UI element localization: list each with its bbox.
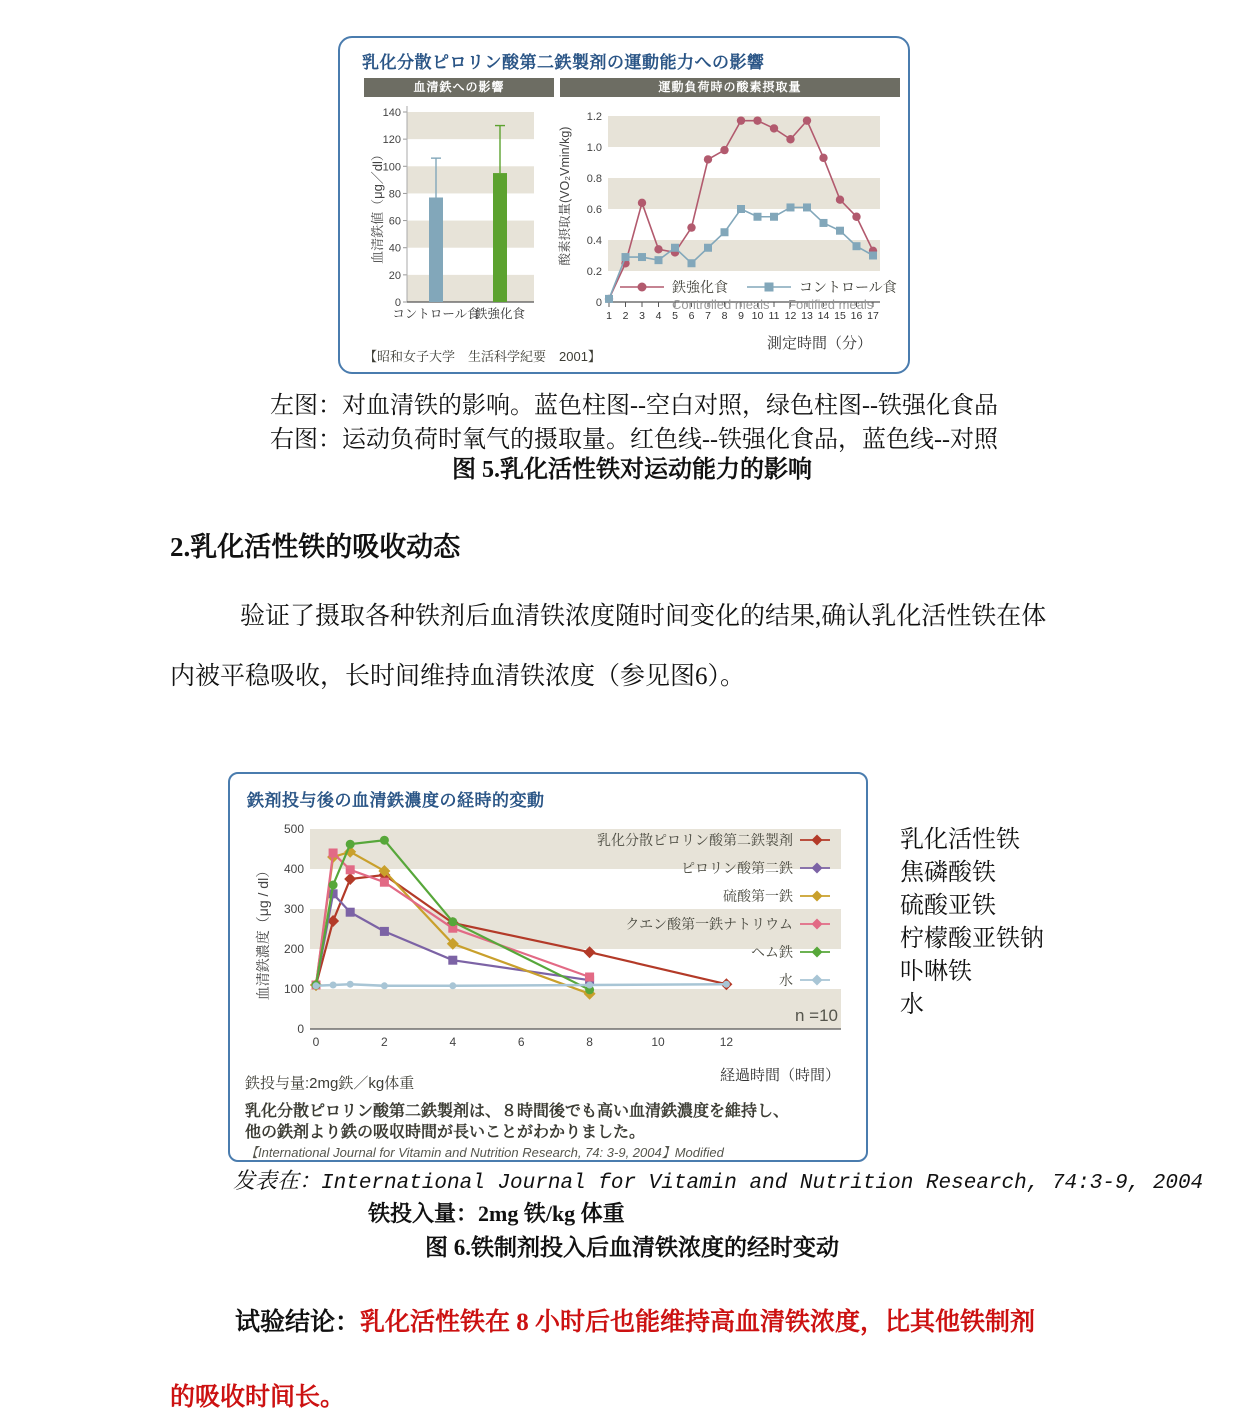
bar [493,173,507,302]
tick-label: 12 [719,1035,734,1049]
data-point [622,253,630,261]
tick-label: 0 [297,1022,304,1036]
data-point [380,927,389,936]
data-point [787,203,795,211]
legend-label: ヘム鉄 [751,944,793,960]
data-point [380,878,389,887]
figure5-left-y-axis-label: 血清鉄値（μg／dl） [370,148,385,264]
data-point [638,283,647,292]
category-label: 鉄強化食 [474,307,526,321]
legend-label: コントロール食 [799,279,897,295]
side-annotation: 柠檬酸亚铁钠 [900,926,1044,952]
data-point [869,252,877,260]
tick-label: 14 [817,310,830,322]
tick-label: 10 [751,310,764,322]
data-point [344,873,356,885]
conclusion-label: 试验结论： [235,1309,361,1336]
data-point [605,295,613,303]
data-point [448,956,457,965]
data-point [819,154,827,162]
tick-label: 15 [834,310,846,322]
legend-marker [620,281,664,293]
tick-label: 1.0 [586,142,602,154]
data-point [688,259,696,267]
tick-label: 9 [738,310,744,322]
legend-marker [800,834,830,846]
legend-item [480,938,830,966]
legend-item [480,826,830,854]
tick-label: 2 [622,310,629,322]
plot-band [310,989,841,1029]
tick-label: 0 [312,1035,320,1049]
data-point [803,116,811,124]
data-point [753,116,761,124]
tick-label: 4 [449,1035,457,1049]
data-point [836,227,844,235]
data-point [380,836,389,845]
figure5-box-title: 乳化分散ピロリン酸第二鉄製剤の運動能力への影響 [362,53,765,72]
data-point [812,947,823,958]
figure6-note-line1: 乳化分散ピロリン酸第二鉄製剤は、８時間後でも高い血清鉄濃度を維持し、 [245,1103,790,1120]
data-point [754,213,762,221]
figure5-right-plot [562,96,906,372]
tick-label: 1 [606,310,612,322]
plot-band [608,178,880,209]
conclusion-line1 [235,1302,1035,1338]
data-point [720,146,728,154]
conclusion-text-line1: 乳化活性铁在 8 小时后也能维持高血清铁浓度，比其他铁制剂 [360,1309,1036,1336]
paragraph-line2: 内被平稳吸收，长时间维持血清铁浓度（参见图6）。 [170,663,746,690]
legend-label: ピロリン酸第二鉄 [681,860,793,876]
tick-label: 7 [705,310,711,322]
tick-label: 2 [381,1035,388,1049]
tick-label: 300 [283,902,304,916]
figure6-legend [480,826,830,994]
legend-label: クエン酸第一鉄ナトリウム [625,916,793,932]
tick-label: 80 [388,188,401,201]
legend-sublabel: Fortified meals [788,297,874,312]
data-point [737,205,745,213]
data-point [803,203,811,211]
tick-label: 0.6 [586,204,602,216]
data-point [765,283,774,292]
tick-label: 120 [382,134,401,147]
tick-label: 400 [283,862,304,876]
data-point [836,196,844,204]
tick-label: 140 [382,107,401,119]
legend-label: 水 [779,972,793,988]
data-point [449,982,456,989]
tick-label: 10 [651,1035,665,1049]
tick-label: 8 [586,1035,593,1049]
side-annotation: 水 [900,992,924,1018]
tick-label: 0.2 [586,266,602,278]
figure6-dose-note: 鉄投与量:2mg鉄／kg体重 [245,1075,415,1092]
figure5-caption-title: 图 5.乳化活性铁对运动能力的影响 [452,457,812,483]
tick-label: 40 [388,242,401,255]
side-annotation: 乳化活性铁 [900,827,1020,853]
category-label: コントロール食 [392,307,480,321]
figure6-box-title: 鉄剤投与後の血清鉄濃度の経時的変動 [247,791,545,810]
tick-label: 13 [801,310,813,322]
legend-label: 鉄強化食 [672,279,728,295]
figure6-caption-line1 [233,1164,1203,1195]
data-point [448,917,457,926]
legend-item [480,910,830,938]
side-annotation: 焦磷酸铁 [900,860,996,886]
tick-label: 12 [784,310,797,322]
data-point [687,223,695,231]
legend-label: 硫酸第一鉄 [723,888,793,904]
legend-item [620,280,728,294]
legend-marker [800,946,830,958]
data-point [381,982,388,989]
bar [429,198,443,303]
data-point [853,242,861,250]
data-point [313,982,320,989]
data-point [704,244,712,252]
legend-marker [800,890,830,902]
figure5-right-panel-header: 運動負荷時の酸素摂取量 [560,78,900,97]
tick-label: 60 [388,215,401,228]
figure5-source: 【昭和女子大学 生活科学紀要 2001】 [364,349,601,364]
data-point [346,908,355,917]
tick-label: 500 [283,822,304,836]
figure6-n-label: n =10 [794,1006,838,1025]
data-point [655,256,663,264]
tick-label: 3 [639,310,645,322]
data-point [329,881,338,890]
data-point [704,155,712,163]
tick-label: 17 [867,310,879,322]
legend-item [480,854,830,882]
section-heading: 2.乳化活性铁的吸收动态 [170,532,461,562]
data-point [770,124,778,132]
figure5-right-x-axis-label: 測定時間（分） [766,335,872,352]
figure5-box [338,36,910,374]
data-point [820,219,828,227]
side-annotation: 硫酸亚铁 [900,893,996,919]
data-point [330,982,337,989]
figure6-caption-journal: International Journal for Vitamin and Nutrition Research, 74:3-9, 2004 [321,1172,1204,1195]
legend-item [480,966,830,994]
data-point [812,891,823,902]
data-point [812,975,823,986]
legend-item [480,882,830,910]
figure6-citation: 【International Journal for Vitamin and Nutrition Research, 74: 3-9, 2004】Modified [245,1145,724,1160]
side-annotation: 卟啉铁 [900,959,972,985]
figure6-x-axis-label: 経過時間（時間） [719,1067,840,1084]
tick-label: 0 [595,297,602,309]
tick-label: 100 [382,161,401,174]
tick-label: 20 [388,269,401,282]
data-point [329,849,338,858]
data-point [638,253,646,261]
data-point [812,919,823,930]
figure5-left-panel-header: 血清鉄への影響 [364,78,554,97]
tick-label: 8 [721,310,728,322]
data-point [812,835,823,846]
tick-label: 4 [655,310,662,322]
data-point [812,863,823,874]
paragraph-line1: 验证了摄取各种铁剂后血清铁浓度随时间变化的结果,确认乳化活性铁在体 [240,603,1047,630]
legend-marker [800,974,830,986]
plot-band [608,240,880,271]
tick-label: 1.2 [586,111,602,123]
plot-band [407,221,534,248]
figure6-box [228,772,868,1162]
figure5-left-plot [354,96,566,372]
legend-marker [800,918,830,930]
figure6-caption-title: 图 6.铁制剂投入后血清铁浓度的经时变动 [425,1235,839,1260]
plot-band [407,275,534,302]
tick-label: 6 [688,310,695,322]
figure5-right-y-axis-label: 酸素摂取量(VO₂Vmin/kg) [558,126,572,266]
figure6-y-axis-label: 血清鉄濃度（μg / dl） [255,863,271,1001]
data-point [737,116,745,124]
tick-label: 200 [283,942,304,956]
figure6-side-annotations [900,824,1044,1022]
figure5-caption-line1: 左图：对血清铁的影响。蓝色柱图--空白对照，绿色柱图--铁强化食品 [270,393,998,419]
tick-label: 100 [283,982,304,996]
plot-band [407,112,534,139]
data-point [671,244,679,252]
legend-label: 乳化分散ピロリン酸第二鉄製剤 [597,832,793,848]
data-point [852,213,860,221]
tick-label: 11 [768,310,780,322]
figure5-caption-line2: 右图：运动负荷时氧气的摄取量。红色线--铁强化食品，蓝色线--对照 [270,427,998,453]
tick-label: 5 [672,310,678,322]
data-point [770,213,778,221]
figure6-note-line2: 他の鉄剤より鉄の吸収時間が長いことがわかりました。 [245,1124,646,1141]
tick-label: 0 [394,297,401,309]
tick-label: 0.4 [586,235,602,247]
data-point [346,840,355,849]
figure6-caption-line2: 铁投入量：2mg 铁/kg 体重 [368,1201,625,1226]
data-point [638,199,646,207]
legend-marker [747,281,791,293]
legend-item [747,280,897,294]
legend-marker [800,862,830,874]
data-point [346,865,355,874]
data-point [654,245,662,253]
conclusion-line2: 的吸收时间长。 [170,1384,346,1411]
tick-label: 0.8 [586,173,602,185]
plot-band [407,166,534,193]
figure6-caption-prefix: 发表在： [233,1168,322,1193]
data-point [347,981,354,988]
data-point [786,135,794,143]
data-point [721,228,729,236]
tick-label: 6 [517,1035,525,1049]
figure5-legend [620,280,906,314]
legend-sublabel: Controlled meals [672,297,770,312]
tick-label: 16 [850,310,863,322]
